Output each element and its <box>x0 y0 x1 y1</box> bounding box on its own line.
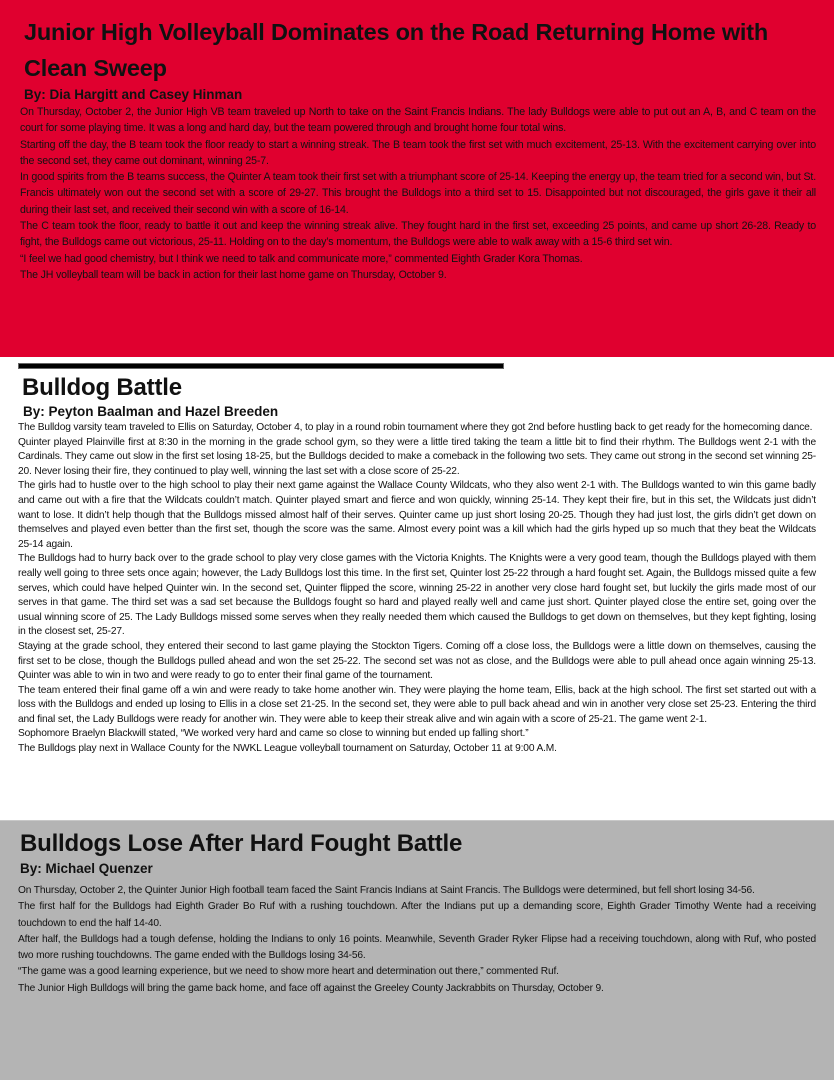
article-title: Bulldogs Lose After Hard Fought Battle <box>20 830 463 857</box>
paragraph: The C team took the floor, ready to battle it out and keep the winning streak alive. They fought hard in the first set, exceeding 25 points, and came up short 26-28. Ready to fight, the Bulldogs came out victorious, 25-11. Holding on to the day’s momentum, the Bulldogs were able to walk away with a 15-6 third set win. <box>20 220 816 249</box>
paragraph: The first half for the Bulldogs had Eighth Grader Bo Ruf with a rushing touchdown. After the Indians put up a demanding score, Eighth Grader Timothy Wente had a receiving touchdown to end the half 14-40. <box>18 901 816 929</box>
paragraph: “The game was a good learning experience, but we need to show more heart and determination out there,” commented Ruf. <box>18 966 559 978</box>
paragraph: The girls had to hustle over to the high school to play their next game against the Wallace County Wildcats, who they also went 2-1 with. The Bulldogs wanted to win this game badly and came out with a fire that the Wildcats couldn’t match. Quinter played smart and fierce and won quickly, winning 25-14. They kept their fire, but in this set, the Wildcats just didn’t want to lose. It didn’t help though that the Bulldogs missed almost half of their serves. Quinter came up just short losing 20-25. Though they had just lost, the girls didn’t get down on themselves and played even better than the first set, though the score was the same. Almost every point was a kill which had the girls hyped up so much that they beat the Wildcats 25-14 again. <box>18 480 816 550</box>
paragraph: On Thursday, October 2, the Quinter Junior High football team faced the Saint Francis Indians at Saint Francis. The Bulldogs were determined, but fell short losing 34-56. <box>18 885 755 896</box>
article-body <box>18 883 816 997</box>
article-jh-volleyball <box>0 0 834 357</box>
paragraph: On Thursday, October 2, the Junior High VB team traveled up North to take on the Saint Francis Indians. The lady Bulldogs were able to put out an A, B, and C team on the court for some playing time. It was a long and hard day, but the team powered through and brought home four total wins. <box>20 106 816 135</box>
paragraph: After half, the Bulldogs had a tough defense, holding the Indians to only 16 points. Meanwhile, Seventh Grader Ryker Flipse had a receiving touchdown, along with Ruf, who posted two more rushing touchdowns. The game ended with the Bulldogs losing 34-56. <box>18 933 816 962</box>
paragraph: “I feel we had good chemistry, but I think we need to talk and communicate more,” commented Eighth Grader Kora Thomas. <box>20 252 583 265</box>
article-byline: By: Michael Quenzer <box>20 861 153 876</box>
article-byline: By: Peyton Baalman and Hazel Breeden <box>23 404 279 419</box>
section-divider <box>18 363 504 369</box>
paragraph: Staying at the grade school, they entered their second to last game playing the Stockton Tigers. Coming off a close loss, the Bulldogs were a little down on themselves, causing the first set to be close, though the Bulldogs pulled ahead and won the set 25-22. The second set was not as close, and the Bulldogs were able to pull ahead once again winning 25-13. Quinter was able to win in two and were ready to go to enter their final game of the tournament. <box>18 640 816 682</box>
article-bulldog-battle <box>0 357 834 820</box>
paragraph: The Bulldogs had to hurry back over to the grade school to play very close games with the Victoria Knights. The Knights were a very good team, though the Bulldogs played with them really well going to three sets once again; however, the Lady Bulldogs lost this time. In the first set, Quinter lost 25-22 through a hard fought set. Again, the Bulldogs missed quite a few serves, which could have helped Quinter win. In the second set, Quinter flipped the score, winning 25-22 in another very close hard fought set, but luckily the girls made most of our serves in that game. The third set was a sad set because the Bulldogs fought so hard and played really well and came just short. Quinter played close the entire set, going over the usual winning score of 25. The Lady Bulldogs missed some serves when they really needed them which caused the Bulldogs to get down on themselves, but they kept fighting, losing in the closest set, 25-27. <box>18 553 816 638</box>
paragraph: The Junior High Bulldogs will bring the game back home, and face off against the Greeley County Jackrabbits on Thursday, October 9. <box>18 982 604 994</box>
paragraph: The team entered their final game off a win and were ready to take home another win. They were playing the home team, Ellis, back at the high school. The first set started out with a loss with the Bulldogs and ended up losing to Ellis in a close set 21-25. In the second set, they were able to pull back ahead and win in another very close set 25-23. Entering the third and final set, the Lady Bulldogs were ready for another win. They were able to keep their streak alive and win again with a score of 25-21. The game went 2-1. <box>18 684 816 725</box>
article-body <box>18 421 816 757</box>
paragraph: The Bulldog varsity team traveled to Ellis on Saturday, October 4, to play in a round robin tournament where they got 2nd before hustling back to get ready for the homecoming dance. <box>18 422 813 433</box>
article-jh-football <box>0 820 834 1080</box>
paragraph: In good spirits from the B teams success, the Quinter A team took their first set with a triumphant score of 25-14. Keeping the energy up, the team tried for a second win, but St. Francis ultimately won out the second set with a score of 29-27. This brought the Bulldogs into a third set to 15. Disappointed but not discouraged, the girls gave it their all during their last set, and received their second win with a score of 16-14. <box>20 171 816 216</box>
paragraph: The Bulldogs play next in Wallace County for the NWKL League volleyball tournament on Saturday, October 11 at 9:00 A.M. <box>18 743 557 755</box>
article-title: Junior High Volleyball Dominates on the Road Returning Home with Clean Sweep <box>24 19 769 81</box>
paragraph: The JH volleyball team will be back in action for their last home game on Thursday, October 9. <box>20 268 447 281</box>
article-title: Bulldog Battle <box>22 374 182 401</box>
article-byline: By: Dia Hargitt and Casey Hinman <box>24 87 243 102</box>
paragraph: Quinter played Plainville first at 8:30 in the morning in the grade school gym, so they were a little tired taking the team a little bit to find their rhythm. The Bulldogs went 2-1 with the Cardinals. They came out slow in the first set losing 18-25, but the Bulldogs decided to make a comeback in the following two sets. They came out strong in the second set winning 25-20. Never losing their fire, they continued to play well, winning the last set with a close score of 25-22. <box>18 436 816 477</box>
paragraph: Sophomore Braelyn Blackwill stated, “We worked very hard and came so close to winning but ended up falling short.” <box>18 728 529 740</box>
paragraph: Starting off the day, the B team took the floor ready to start a winning streak. The B team took the first set with much excitement, 25-13. With the excitement carrying over into the second set, they came out dominant, winning 25-7. <box>20 138 816 167</box>
article-body <box>20 104 816 283</box>
